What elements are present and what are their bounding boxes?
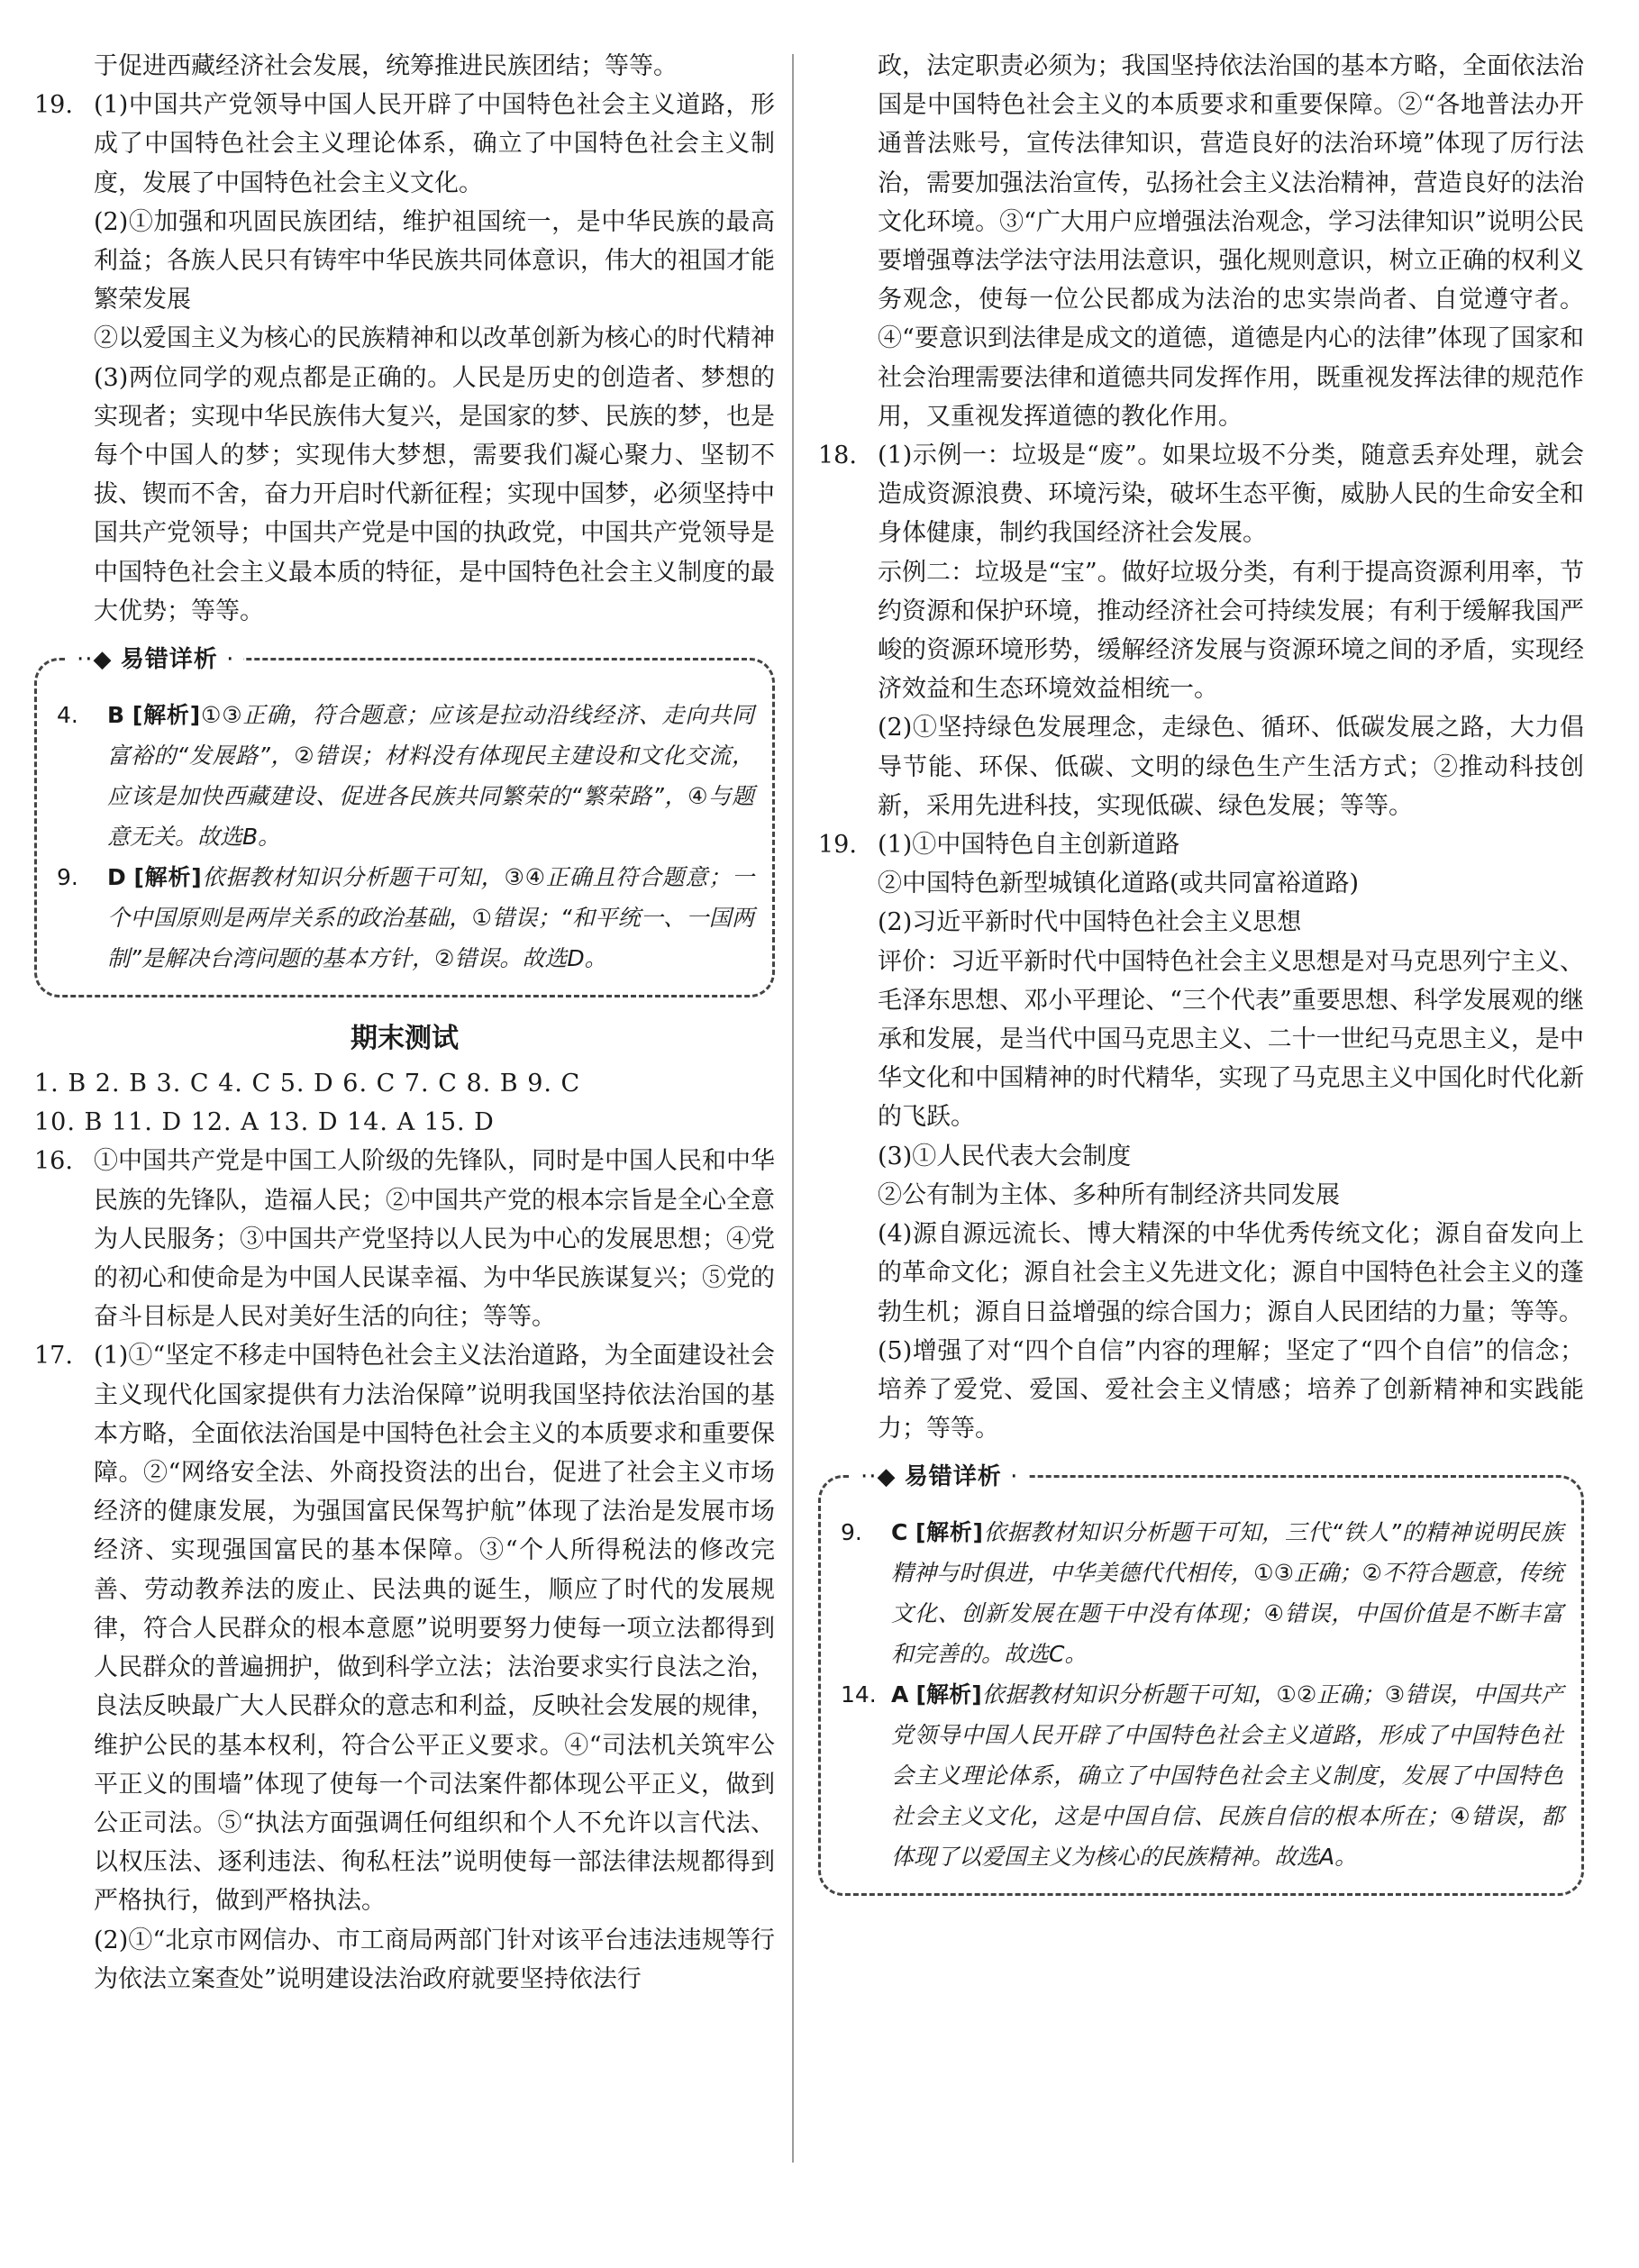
paragraph-continued: 政，法定职责必须为；我国坚持依法治国的基本方略，全面依法治国是中国特色社会主义的本质要求和重要保障。②“各地普法办开通普法账号，宣传法律知识，营造良好的法治环境”体现了厉行法治，需要加强法治宣传，弘扬社会主义法治精神，营造良好的法治文化环境。③“广大用户应增强法治观念，学习法律知识”说明公民要增强尊法学法守法用法意识，强化规则意识，树立正确的权利义务观念，使每一位公民都成为法治的忠实崇尚者、自觉遵守者。④“要意识到法律是成文的道德，道德是内心的法律”体现了国家和社会治理需要法律和道德共同发挥作用，既重视发挥法律的规范作用，又重视发挥道德的教化作用。 [878, 52, 1584, 431]
answer-part: ②以爱国主义为核心的民族精神和以改革创新为核心的时代精神 [94, 324, 775, 353]
answer-part: (4)源自源远流长、博大精深的中华优秀传统文化；源自奋发向上的革命文化；源自社会主义先进文化；源自中国特色社会主义的蓬勃生机；源自日益增强的综合国力；源自人民团结的力量；等等。 [878, 1220, 1584, 1326]
item-number: 14. [841, 1681, 877, 1708]
question-number: 18. [818, 442, 857, 470]
answer-letter: A [891, 1681, 909, 1708]
paragraph-continued: 于促进西藏经济社会发展，统筹推进民族团结；等等。 [94, 52, 678, 80]
analysis-tag: [解析] [132, 702, 201, 729]
analysis-tag: [解析] [915, 1519, 983, 1546]
analysis-tag: [解析] [133, 864, 202, 891]
answer-part: (5)增强了对“四个自信”内容的理解；坚定了“四个自信”的信念；培养了爱党、爱国、爱社会主义情感；培养了创新精神和实践能力；等等。 [878, 1336, 1584, 1444]
answer-part: (1)示例一：垃圾是“废”。如果垃圾不分类，随意丢弃处理，就会造成资源浪费、环境污染，破坏生态平衡，威胁人民的生命安全和身体健康，制约我国经济社会发展。 [878, 442, 1584, 548]
answer-part: (2)①“北京市网信办、市工商局两部门针对该平台违法违规等行为依法立案查处”说明建设法治政府就要坚持依法行 [94, 1926, 775, 1993]
answer-letter: B [107, 702, 125, 729]
question-number: 17. [34, 1342, 73, 1371]
left-column [34, 47, 775, 1999]
question-18 [818, 436, 1584, 825]
right-column [818, 47, 1584, 1914]
column-divider [792, 54, 794, 2163]
error-analysis-box [34, 646, 775, 997]
analysis-text: ①③正确，符合题意；应该是拉动沿线经济、走向共同富裕的“发展路”，②错误；材料没有体现民主建设和文化交流，应该是加快西藏建设、促进各民族共同繁荣的“繁荣路”，④与题意无关。故选B。 [107, 702, 754, 851]
answer-part: ②中国特色新型城镇化道路(或共同富裕道路) [878, 870, 1360, 898]
analysis-item [841, 1674, 1563, 1877]
answer-part: ②公有制为主体、多种所有制经济共同发展 [878, 1180, 1340, 1209]
question-number: 19. [34, 91, 73, 120]
answer-part: (1)①“坚定不移走中国特色社会主义法治道路，为全面建设社会主义现代化国家提供有力法治保障”说明我国坚持依法治国的基本方略，全面依法治国是中国特色社会主义的本质要求和重要保障。②“网络安全法、外商投资法的出台，促进了社会主义市场经济的健康发展，为强国富民保驾护航”体现了法治是发展市场经济、实现强国富民的基本保障。③“个人所得税法的修改完善、劳动教养法的废止、民法典的诞生，顺应了时代的发展规律，符合人民群众的根本意愿”说明要努力使每一项立法都得到人民群众的普遍拥护，做到科学立法；法治要求实行良法之治，良法反映最广大人民群众的意志和利益，反映社会发展的规律，维护公民的基本权利，符合公平正义要求。④“司法机关筑牢公平正义的围墙”体现了使每一个司法案件都体现公平正义，做到公正司法。⑤“执法方面强调任何组织和个人不允许以言代法、以权压法、逐利违法、徇私枉法”说明使每一部法律法规都得到严格执行，做到严格执法。 [94, 1342, 775, 1916]
question-16 [34, 1142, 775, 1336]
question-17 [34, 1336, 775, 1998]
item-number: 4. [57, 702, 78, 729]
answer-letter: D [107, 864, 126, 891]
answer-part: (2)①加强和巩固民族团结，维护祖国统一，是中华民族的最高利益；各族人民只有铸牢中华民族共同体意识，伟大的祖国才能繁荣发展 [94, 207, 775, 314]
answer-text: ①中国共产党是中国工人阶级的先锋队，同时是中国人民和中华民族的先锋队，造福人民；②中国共产党的根本宗旨是全心全意为人民服务；③中国共产党坚持以人民为中心的发展思想；④党的初心和使命是为中国人民谋幸福、为中华民族谋复兴；⑤党的奋斗目标是人民对美好生活的向往；等等。 [94, 1147, 775, 1332]
choice-answers: 1. B 2. B 3. C 4. C 5. D 6. C 7. C 8. B 9. C [34, 1070, 581, 1098]
box-title: ··◆ 易错详析 · [851, 1458, 1027, 1491]
analysis-text: 依据教材知识分析题干可知，三代“铁人”的精神说明民族精神与时俱进，中华美德代代相传，①③正确；②不符合题意，传统文化、创新发展在题干中没有体现；④错误，中国价值是不断丰富和完善的。故选C。 [891, 1519, 1564, 1668]
choice-answers: 10. B 11. D 12. A 13. D 14. A 15. D [34, 1108, 495, 1137]
answer-part: (1)①中国特色自主创新道路 [878, 831, 1180, 860]
answer-letter: C [891, 1519, 908, 1546]
question-19-final [818, 825, 1584, 1448]
answer-part: (3)两位同学的观点都是正确的。人民是历史的创造者、梦想的实现者；实现中华民族伟大复兴，是国家的梦、民族的梦，也是每个中国人的梦；实现伟大梦想，需要我们凝心聚力、坚韧不拔、锲而不舍，奋力开启时代新征程；实现中国梦，必须坚持中国共产党领导；中国共产党是中国的执政党，中国共产党领导是中国特色社会主义最本质的特征，是中国特色社会主义制度的最大优势；等等。 [94, 363, 775, 625]
question-number: 16. [34, 1147, 73, 1176]
answer-part: (1)中国共产党领导中国人民开辟了中国特色社会主义道路，形成了中国特色社会主义理论体系，确立了中国特色社会主义制度，发展了中国特色社会主义文化。 [94, 91, 775, 197]
error-analysis-box [818, 1463, 1584, 1896]
item-number: 9. [57, 864, 78, 891]
answer-part: (2)①坚持绿色发展理念，走绿色、循环、低碳发展之路，大力倡导节能、环保、低碳、文明的绿色生产生活方式；②推动科技创新，采用先进科技，实现低碳、绿色发展；等等。 [878, 714, 1584, 820]
question-number: 19. [818, 831, 857, 860]
answer-part: (3)①人民代表大会制度 [878, 1142, 1132, 1170]
analysis-text: 依据教材知识分析题干可知，①②正确；③错误，中国共产党领导中国人民开辟了中国特色社会主义道路，形成了中国特色社会主义理论体系，确立了中国特色社会主义制度，发展了中国特色社会主义文化，这是中国自信、民族自信的根本所在；④错误，都体现了以爱国主义为核心的民族精神。故选A。 [891, 1681, 1563, 1871]
item-number: 9. [841, 1519, 862, 1546]
box-title: ··◆ 易错详析 · [68, 641, 243, 674]
answer-part: (2)习近平新时代中国特色社会主义思想 [878, 908, 1302, 937]
analysis-item [841, 1512, 1563, 1674]
analysis-item [57, 695, 754, 857]
analysis-text: 依据教材知识分析题干可知，③④正确且符合题意；一个中国原则是两岸关系的政治基础，①错误；“和平统一、一国两制”是解决台湾问题的基本方针，②错误。故选D。 [107, 864, 754, 972]
answer-part: 示例二：垃圾是“宝”。做好垃圾分类，有利于提高资源利用率，节约资源和保护环境，推动经济社会可持续发展；有利于缓解我国严峻的资源环境形势，缓解经济发展与资源环境之间的矛盾，实现经济效益和生态环境效益相统一。 [878, 558, 1584, 704]
answer-part: 评价：习近平新时代中国特色社会主义思想是对马克思列宁主义、毛泽东思想、邓小平理论、“三个代表”重要思想、科学发展观的继承和发展，是当代中国马克思主义、二十一世纪马克思主义，是中华文化和中国精神的时代精华，实现了马克思主义中国化时代化新的飞跃。 [878, 947, 1584, 1132]
section-title: 期末测试 [351, 1023, 459, 1055]
question-19 [34, 86, 775, 631]
analysis-item [57, 857, 754, 979]
analysis-tag: [解析] [915, 1681, 982, 1708]
